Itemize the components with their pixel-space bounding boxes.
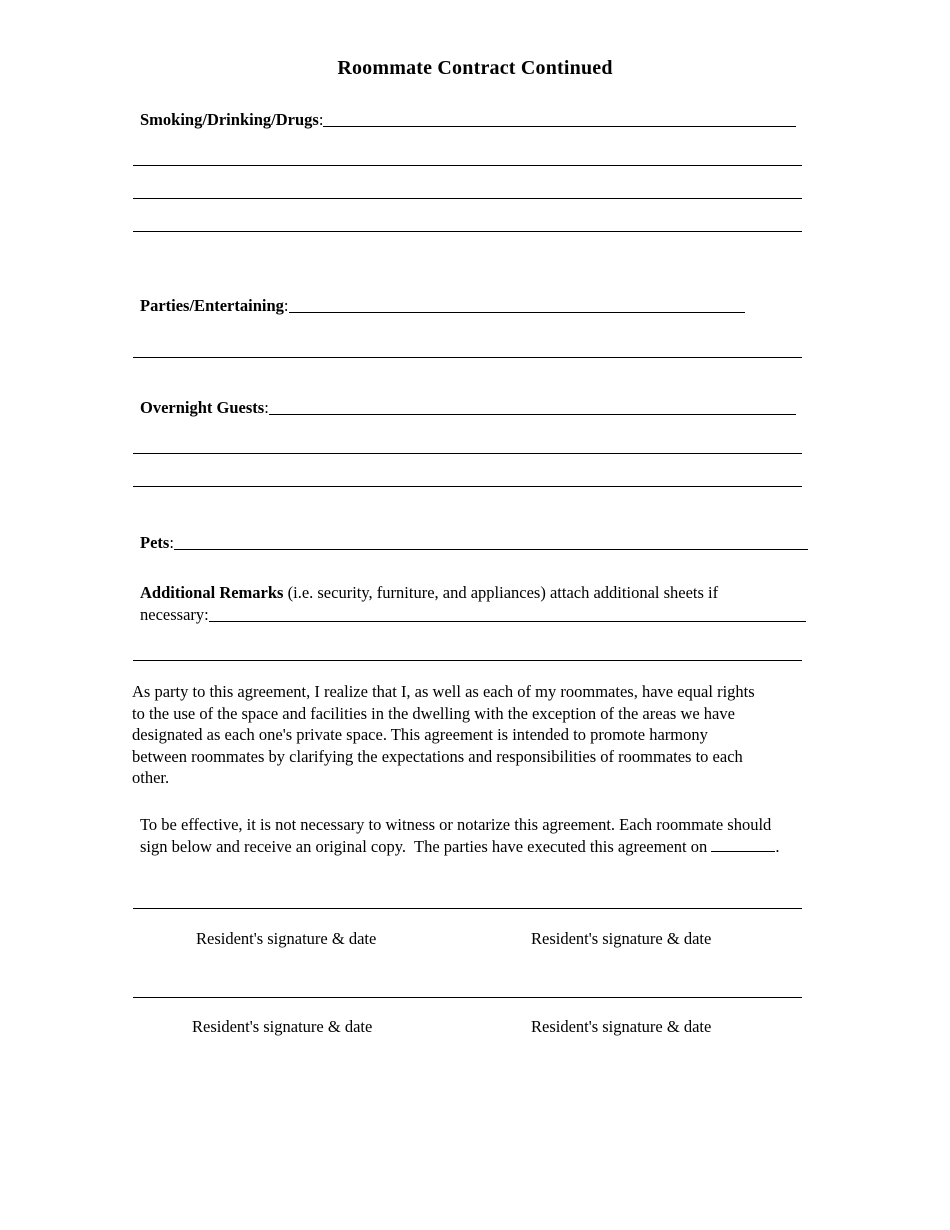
signature-label: Resident's signature & date [531, 929, 712, 948]
effective-line: To be effective, it is not necessary to witness or notarize this agreement. Each roommate should [140, 815, 772, 834]
effective-period: . [775, 836, 780, 856]
effective-line-2 [140, 836, 840, 858]
remarks-row-2 [140, 605, 806, 625]
parties-input-line[interactable] [289, 311, 745, 313]
guests-line-2[interactable] [133, 453, 802, 454]
remarks-row-1 [140, 583, 718, 603]
remarks-necessary-label: necessary: [140, 605, 209, 624]
pets-field-row [140, 533, 808, 553]
signature-label: Resident's signature & date [192, 1017, 373, 1036]
remarks-input-line[interactable] [209, 620, 806, 622]
agreement-line: As party to this agreement, I realize that I, as well as each of my roommates, have equal rights [132, 682, 755, 701]
agreement-line: other. [132, 768, 170, 787]
effective-paragraph [140, 814, 840, 857]
smoking-field-row [140, 110, 796, 130]
remarks-hint: (i.e. security, furniture, and appliances) attach additional sheets if [283, 583, 719, 602]
smoking-line-3[interactable] [133, 198, 802, 199]
agreement-paragraph [132, 681, 832, 789]
agreement-line: to the use of the space and facilities in the dwelling with the exception of the areas we have [132, 703, 735, 723]
parties-label: Parties/Entertaining [140, 296, 284, 315]
page-title: Roommate Contract Continued [337, 57, 613, 79]
smoking-line-2[interactable] [133, 165, 802, 166]
remarks-line-2[interactable] [133, 660, 802, 661]
smoking-colon: : [318, 110, 324, 129]
guests-label: Overnight Guests [140, 398, 265, 417]
guests-line-3[interactable] [133, 486, 802, 487]
execution-date-blank[interactable] [711, 837, 775, 852]
guests-colon: : [264, 398, 269, 417]
smoking-input-line[interactable] [323, 125, 796, 127]
effective-text: sign below and receive an original copy. The parties have executed this agreement on [140, 836, 712, 856]
pets-input-line[interactable] [174, 548, 808, 550]
remarks-label: Additional Remarks [140, 583, 284, 602]
signature-line-2[interactable] [133, 997, 802, 998]
pets-label: Pets [140, 533, 170, 552]
pets-colon: : [169, 533, 174, 552]
guests-input-line[interactable] [269, 413, 796, 415]
signature-line-1[interactable] [133, 908, 802, 909]
guests-field-row [140, 398, 796, 418]
smoking-label: Smoking/Drinking/Drugs [140, 110, 319, 129]
parties-field-row [140, 296, 745, 316]
signature-label: Resident's signature & date [531, 1017, 712, 1036]
signature-label: Resident's signature & date [196, 929, 377, 948]
agreement-line: designated as each one's private space. This agreement is intended to promote harmony [132, 725, 708, 744]
parties-colon: : [283, 296, 289, 315]
agreement-line: between roommates by clarifying the expectations and responsibilities of roommates to each [132, 746, 743, 766]
parties-line-2[interactable] [133, 357, 802, 358]
smoking-line-4[interactable] [133, 231, 802, 232]
